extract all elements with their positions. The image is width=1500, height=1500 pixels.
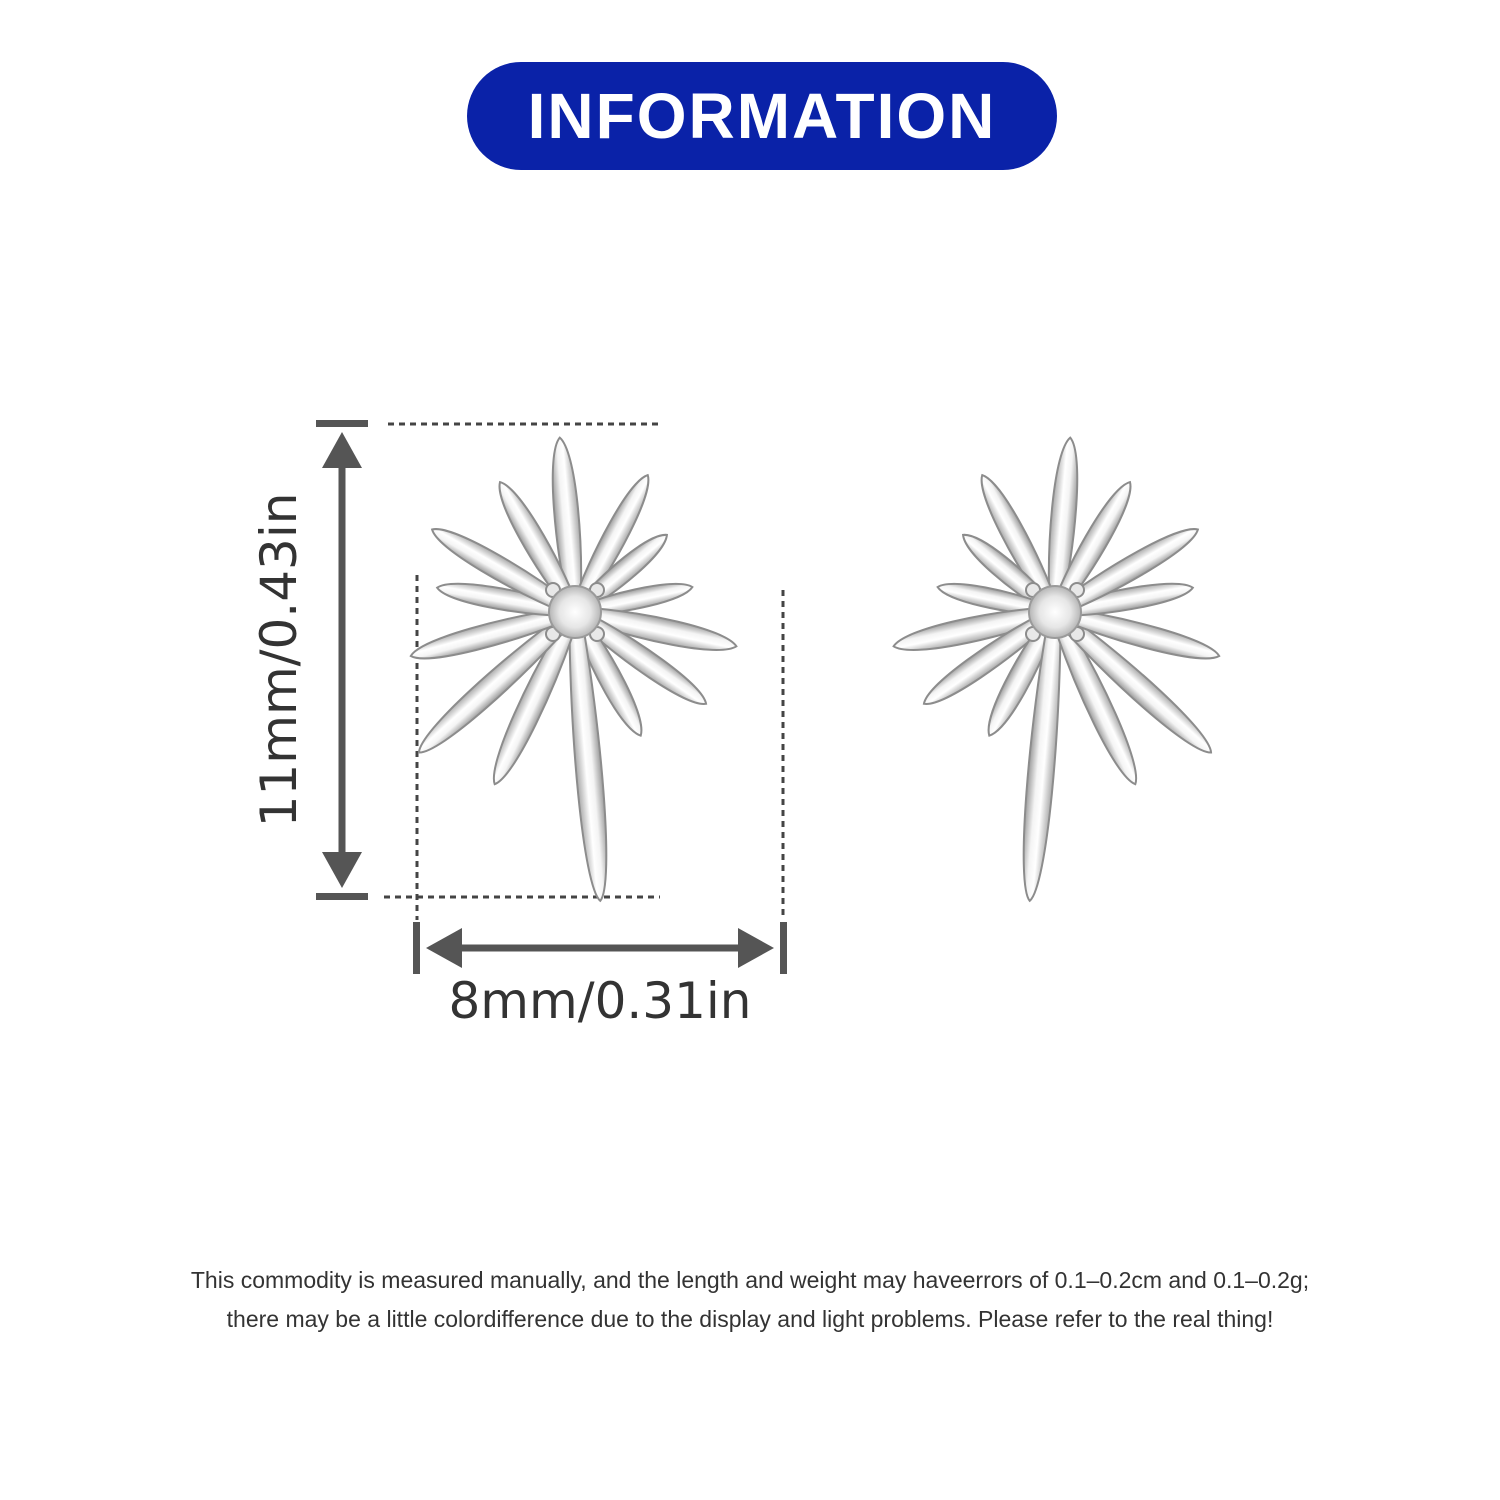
width-arrow-right xyxy=(738,928,774,968)
gem-stone xyxy=(549,586,601,638)
height-bottom-cap xyxy=(316,893,368,900)
height-top-cap xyxy=(316,420,368,427)
height-arrow-up xyxy=(322,432,362,468)
flower-earring-icon xyxy=(408,437,739,902)
width-label: 8mm/0.31in xyxy=(448,972,752,1030)
gem-stone xyxy=(1029,586,1081,638)
width-left-cap xyxy=(413,922,420,974)
width-right-cap xyxy=(780,922,787,974)
height-arrow-down xyxy=(322,852,362,888)
page-title: INFORMATION xyxy=(527,80,997,152)
disclaimer-line-1: This commodity is measured manually, and the length and weight may haveerrors of 0.1–0.2cm and 0.1–0.2g; xyxy=(190,1267,1310,1293)
width-arrow-left xyxy=(426,928,462,968)
disclaimer-line-2: there may be a little colordifference due to the display and light problems. Please refer to the real thing! xyxy=(226,1306,1274,1332)
height-label: 11mm/0.43in xyxy=(250,492,308,828)
flower-earring-icon xyxy=(891,437,1222,902)
